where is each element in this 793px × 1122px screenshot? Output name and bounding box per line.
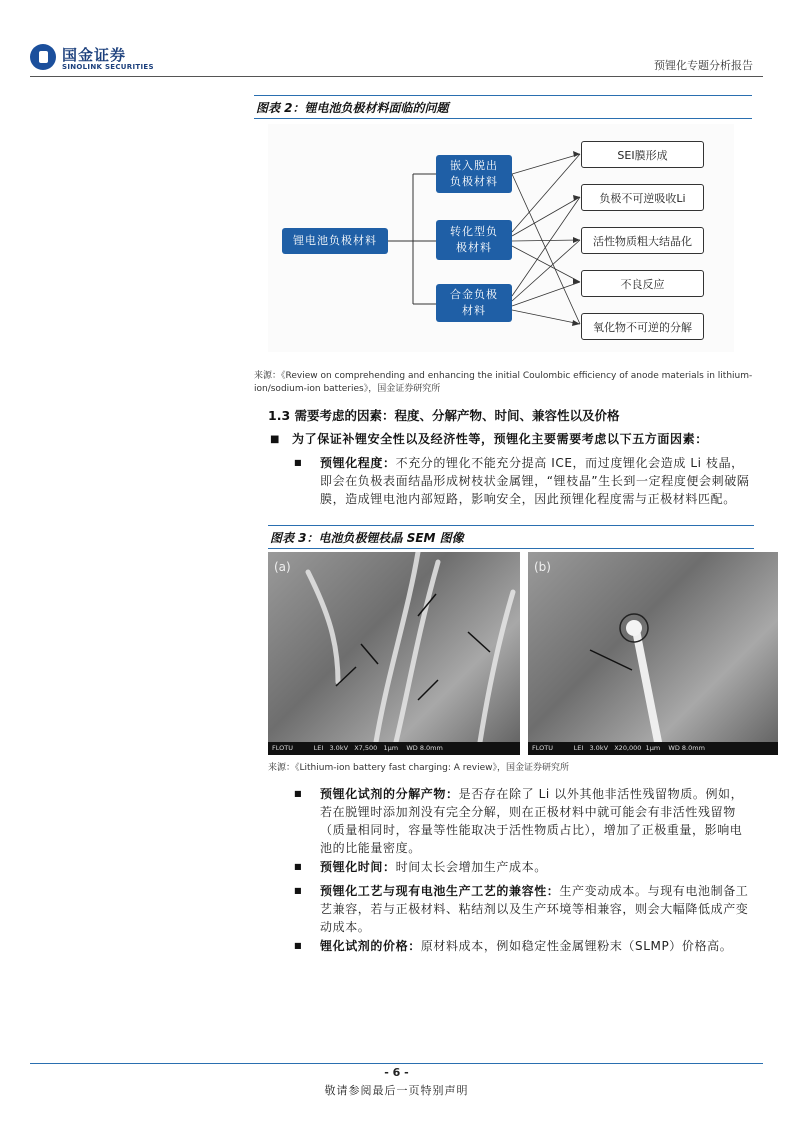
item-lithiation-degree [320,454,754,508]
figure2-caption [254,95,752,119]
anode-problem-diagram [268,124,734,352]
node-alloy-anode: 合金负极 材料 [436,284,512,322]
problem-oxide-decomposition: 氧化物不可逆的分解 [581,313,704,340]
item-time-label: 预锂化时间： [320,860,396,874]
section-lead: 为了保证补锂安全性以及经济性等，预锂化主要需要考虑以下五方面因素： [292,432,708,446]
sem-scale-bar-b: FLOTU LEI 3.0kV X20,000 1μm WD 8.0mm [528,742,778,755]
sem-label-a: (a) [274,560,291,574]
logo-icon [30,44,56,70]
problem-irreversible-li: 负极不可逆吸收Li [581,184,704,211]
logo-text-cn: 国金证券 [62,46,127,64]
item-decomposition-text: 是否存在除了 Li 以外其他非活性残留物质。例如，若在脱锂时添加剂没有完全分解，则在正极材料中就可能会有非活性残留物（质量相同时，容量等性能取决于活性物质占比），增加了正极重量，影响电池的比能量密度。 [320,787,744,855]
bullet-small-square-icon: ■ [294,886,302,895]
problem-coarse-crystallization: 活性物质粗大结晶化 [581,227,704,254]
sem-label-b: (b) [534,560,551,574]
item-compatibility-label: 预锂化工艺与现有电池生产工艺的兼容性： [320,884,560,898]
logo-text-en: SINOLINK SECURITIES [62,63,154,71]
bullet-small-square-icon: ■ [294,941,302,950]
figure2-caption-text: 图表 2：锂电池负极材料面临的问题 [256,101,449,115]
figure3-caption [268,525,754,549]
figure2-source: 来源：《Review on comprehending and enhancing the initial Coulombic efficiency of anode materials in lithium-ion/sodium-ion batteries》，国金证券研究所 [254,371,753,394]
item-decomposition-label: 预锂化试剂的分解产物： [320,787,459,801]
item-compatibility-text: 生产变动成本。与现有电池制备工艺兼容，若与正极材料、粘结剂以及生产环境等相兼容，则会大幅降低成产变动成本。 [320,884,749,934]
report-title: 预锂化专题分析报告 [654,59,753,72]
bullet-square-icon: ■ [270,434,280,445]
section-title: 1.3 需要考虑的因素：程度、分解产物、时间、兼容性以及价格 [268,408,620,423]
item-process-compatibility [320,882,754,936]
bullet-small-square-icon: ■ [294,789,302,798]
dendrite-illustration-a [268,552,520,742]
dendrite-illustration-b [528,552,778,742]
figure3-source: 来源：《Lithium-ion battery fast charging: A review》，国金证券研究所 [268,763,570,773]
item-lithiation-time [320,858,754,876]
bullet-small-square-icon: ■ [294,862,302,871]
node-intercalation-anode: 嵌入脱出 负极材料 [436,155,512,193]
footer-divider [30,1063,763,1064]
item-price-label: 锂化试剂的价格： [320,939,421,953]
problem-side-reaction: 不良反应 [581,270,704,297]
item-time-text: 时间太长会增加生产成本。 [395,860,547,874]
problem-sei-formation: SEI膜形成 [581,141,704,168]
header-divider [30,76,763,77]
bullet-small-square-icon: ■ [294,458,302,467]
root-node-anode-material: 锂电池负极材料 [282,228,388,254]
sem-image-b [528,552,778,755]
item-lithiation-degree-text: 不充分的锂化不能充分提高 ICE，而过度锂化会造成 Li 枝晶，即会在负极表面结晶形成树枝状金属锂，“锂枝晶”生长到一定程度便会刺破隔膜，造成锂电池内部短路，影响安全，因此预锂化程度需与正极材料匹配。 [320,456,750,506]
sem-image-a [268,552,520,755]
item-decomposition-products [320,785,754,857]
sem-scale-bar-a: FLOTU LEI 3.0kV X7,500 1μm WD 8.0mm [268,742,520,755]
item-reagent-price [320,937,754,955]
disclaimer-note: 敬请参阅最后一页特别声明 [324,1084,469,1097]
figure3-caption-text: 图表 3：电池负极锂枝晶 SEM 图像 [270,531,464,545]
item-price-text: 原材料成本，例如稳定性金属锂粉末（SLMP）价格高。 [420,939,733,953]
page-number: - 6 - [384,1066,409,1079]
node-conversion-anode: 转化型负 极材料 [436,220,512,260]
item-lithiation-degree-label: 预锂化程度： [320,456,396,470]
